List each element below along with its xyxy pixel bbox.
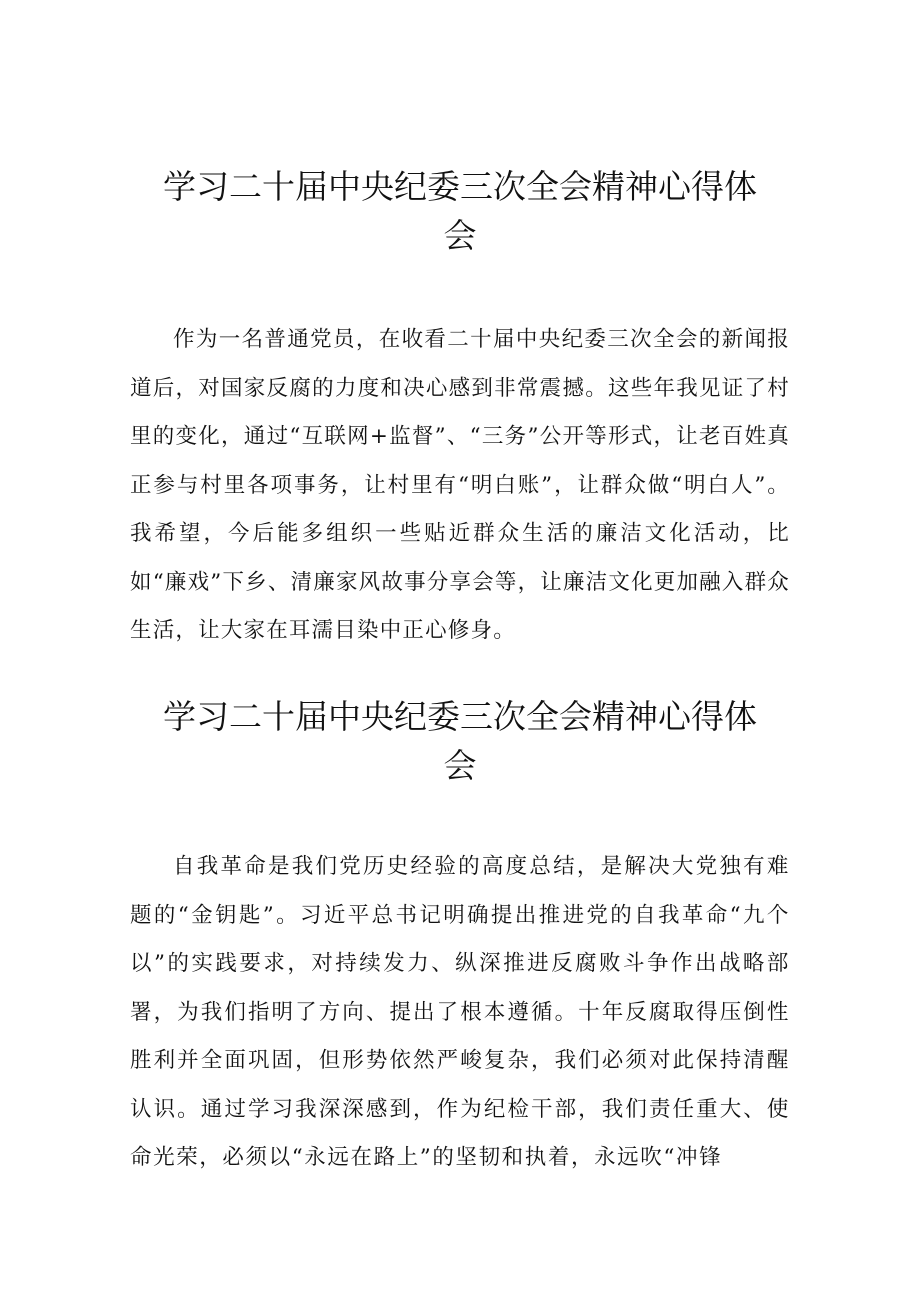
article-title: 学习二十届中央纪委三次全会精神心得体会: [163, 167, 757, 255]
article-title: 学习二十届中央纪委三次全会精神心得体会: [163, 697, 757, 785]
article-2: [130, 692, 790, 1183]
article-body: 作为一名普通党员，在收看二十届中央纪委三次全会的新闻报道后，对国家反腐的力度和决心感到非常震撼。这些年我见证了村里的变化，通过“互联网+监督”、“三务”公开等形式，让老百姓真正参与村里各项事务，让村里有“明白账”，让群众做“明白人”。我希望，今后能多组织一些贴近群众生活的廉洁文化活动，比如“廉戏”下乡、清廉家风故事分享会等，让廉洁文化更加融入群众生活，让大家在耳濡目染中正心修身。: [130, 327, 790, 643]
article-1: [130, 162, 790, 656]
article-body: 自我革命是我们党历史经验的高度总结，是解决大党独有难题的“金钥匙”。习近平总书记明确提出推进党的自我革命“九个以”的实践要求，对持续发力、纵深推进反腐败斗争作出战略部署，为我们指明了方向、提出了根本遵循。十年反腐取得压倒性胜利并全面巩固，但形势依然严峻复杂，我们必须对此保持清醒认识。通过学习我深深感到，作为纪检干部，我们责任重大、使命光荣，必须以“永远在路上”的坚韧和执着，永远吹“冲锋: [130, 854, 790, 1170]
